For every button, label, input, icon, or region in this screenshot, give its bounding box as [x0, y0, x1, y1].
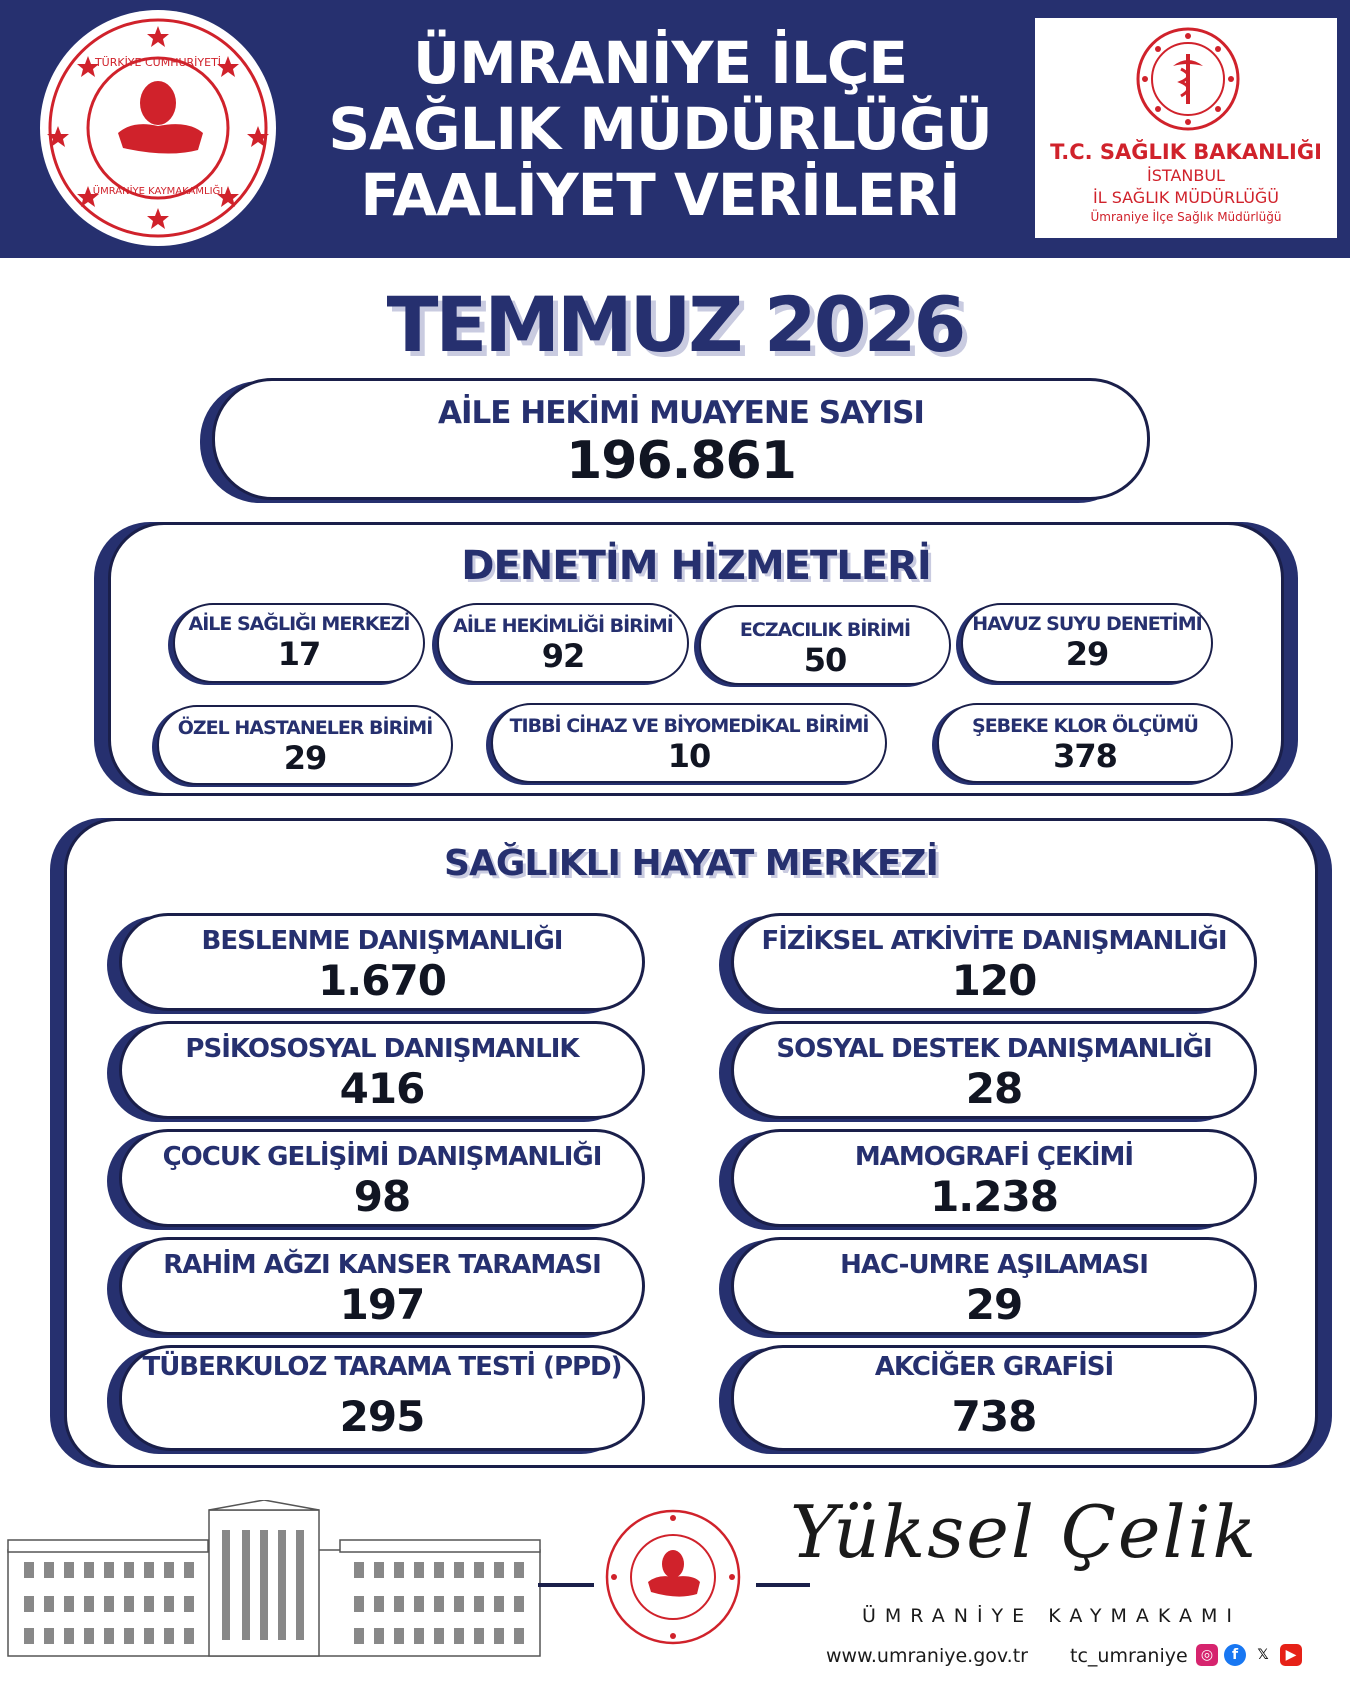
healthy-life-item-value: 738 — [951, 1392, 1037, 1441]
ministry-emblem-logo — [1133, 24, 1243, 134]
healthy-life-item — [731, 913, 1257, 1011]
title-line-3: FAALİYET VERİLERİ — [360, 161, 960, 229]
healthy-life-item-label: HAC-UMRE AŞILAMASI — [840, 1250, 1148, 1280]
footer-divider-right — [756, 1583, 810, 1587]
ministry-name: T.C. SAĞLIK BAKANLIĞI — [1050, 140, 1322, 164]
title-line-1: ÜMRANİYE İLÇE — [412, 29, 908, 97]
inspection-item-label: TIBBİ CİHAZ VE BİYOMEDİKAL BİRİMİ — [509, 715, 869, 737]
inspection-title: DENETİM HİZMETLERİ — [461, 543, 931, 589]
healthy-life-item-label: RAHİM AĞZI KANSER TARAMASI — [163, 1250, 601, 1280]
inspection-services-panel — [108, 522, 1284, 796]
healthy-life-item — [731, 1237, 1257, 1335]
period-title: TEMMUZ 2026 — [386, 280, 964, 369]
inspection-item — [937, 703, 1233, 783]
healthy-life-item-value: 416 — [339, 1064, 425, 1113]
svg-text:ÜMRANİYE KAYMAKAMLIĞI: ÜMRANİYE KAYMAKAMLIĞI — [92, 186, 224, 197]
healthy-life-item-label: AKCİĞER GRAFİSİ — [874, 1352, 1114, 1382]
healthy-life-item-value: 1.238 — [930, 1172, 1058, 1221]
healthy-life-item — [731, 1021, 1257, 1119]
inspection-item-label: AİLE SAĞLIĞI MERKEZİ — [188, 613, 410, 635]
inspection-item-value: 29 — [283, 739, 327, 777]
inspection-item-label: ECZACILIK BİRİMİ — [739, 619, 911, 641]
family-physician-label: AİLE HEKİMİ MUAYENE SAYISI — [438, 395, 924, 431]
footer-kaymakamlik-seal-logo — [598, 1502, 748, 1652]
inspection-item-value: 29 — [1065, 635, 1109, 673]
family-physician-value: 196.861 — [566, 431, 796, 491]
x-icon[interactable]: 𝕏 — [1252, 1644, 1274, 1666]
ministry-provincial-directorate: İL SAĞLIK MÜDÜRLÜĞÜ — [1092, 188, 1280, 207]
healthy-life-item-value: 98 — [353, 1172, 411, 1221]
healthy-life-item-value: 197 — [339, 1280, 425, 1329]
inspection-item-value: 17 — [277, 635, 321, 673]
healthy-life-item — [731, 1129, 1257, 1227]
inspection-item-label: ŞEBEKE KLOR ÖLÇÜMÜ — [972, 715, 1198, 737]
facebook-icon[interactable]: f — [1224, 1644, 1246, 1666]
healthy-life-center-panel — [64, 818, 1318, 1468]
page-title — [300, 30, 1020, 228]
inspection-item-label: ÖZEL HASTANELER BİRİMİ — [177, 717, 433, 739]
healthy-life-item-label: FİZİKSEL ATKİVİTE DANIŞMANLIĞI — [761, 926, 1227, 956]
inspection-item — [961, 603, 1213, 683]
social-handle[interactable]: tc_umraniye — [1070, 1645, 1188, 1667]
inspection-item — [437, 603, 689, 683]
healthy-life-item — [119, 1021, 645, 1119]
healthy-life-item-value: 1.670 — [318, 956, 446, 1005]
inspection-item — [157, 705, 453, 785]
healthy-life-item-label: BESLENME DANIŞMANLIĞI — [201, 926, 563, 956]
inspection-item — [491, 703, 887, 783]
government-building-illustration — [4, 1500, 544, 1660]
instagram-icon[interactable]: ◎ — [1196, 1644, 1218, 1666]
healthy-life-item-label: TÜBERKULOZ TARAMA TESTİ (PPD) — [142, 1352, 622, 1382]
family-physician-card — [212, 378, 1150, 500]
inspection-item — [173, 603, 425, 683]
inspection-item — [699, 605, 951, 685]
healthy-life-item-label: MAMOGRAFİ ÇEKİMİ — [854, 1142, 1134, 1172]
healthy-life-item-value: 295 — [339, 1392, 425, 1441]
healthy-life-item — [119, 913, 645, 1011]
ministry-city: İSTANBUL — [1147, 166, 1225, 185]
signature: Yüksel Çelik — [790, 1490, 1259, 1574]
kaymakamlik-seal-logo — [38, 8, 278, 248]
healthy-life-item-value: 120 — [951, 956, 1037, 1005]
header-banner — [0, 0, 1350, 258]
website-link[interactable]: www.umraniye.gov.tr — [826, 1645, 1028, 1667]
ministry-logo-box — [1035, 18, 1337, 238]
healthy-life-item — [731, 1345, 1257, 1451]
signature-title: ÜMRANİYE KAYMAKAMI — [862, 1605, 1241, 1627]
inspection-item-value: 10 — [667, 737, 711, 775]
healthy-life-title: SAĞLIKLI HAYAT MERKEZİ — [444, 843, 938, 884]
healthy-life-item — [119, 1129, 645, 1227]
footer-divider-left — [538, 1583, 594, 1587]
ministry-district-directorate: Ümraniye İlçe Sağlık Müdürlüğü — [1090, 210, 1282, 224]
healthy-life-item-value: 29 — [965, 1280, 1023, 1329]
inspection-item-label: AİLE HEKİMLİĞİ BİRİMİ — [453, 615, 673, 637]
healthy-life-item — [119, 1237, 645, 1335]
healthy-life-item-value: 28 — [965, 1064, 1023, 1113]
title-line-2: SAĞLIK MÜDÜRLÜĞÜ — [328, 95, 992, 163]
youtube-icon[interactable]: ▶ — [1280, 1644, 1302, 1666]
svg-text:TÜRKİYE CUMHURİYETİ: TÜRKİYE CUMHURİYETİ — [94, 56, 222, 69]
inspection-item-value: 92 — [541, 637, 585, 675]
healthy-life-item-label: PSİKOSOSYAL DANIŞMANLIK — [185, 1034, 579, 1064]
healthy-life-item-label: SOSYAL DESTEK DANIŞMANLIĞI — [776, 1034, 1212, 1064]
inspection-item-value: 50 — [803, 641, 847, 679]
healthy-life-item — [119, 1345, 645, 1451]
healthy-life-item-label: ÇOCUK GELİŞİMİ DANIŞMANLIĞI — [162, 1142, 602, 1172]
inspection-item-label: HAVUZ SUYU DENETİMİ — [972, 613, 1202, 635]
inspection-item-value: 378 — [1053, 737, 1117, 775]
